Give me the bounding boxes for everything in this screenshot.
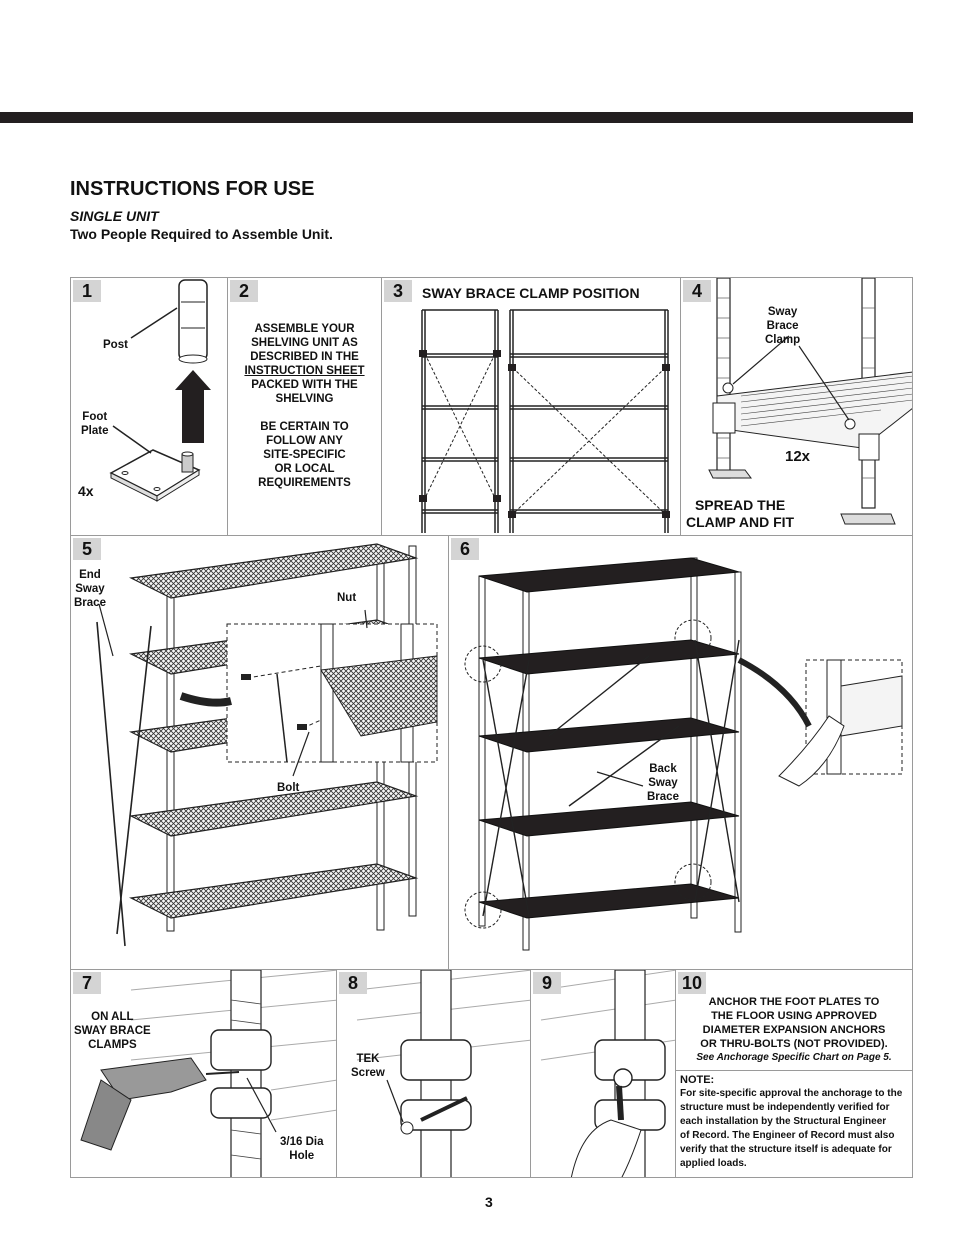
on-all-clamps-instruction: ON ALL SWAY BRACE CLAMPS: [74, 1011, 151, 1051]
clamp-quantity-label: 12x: [785, 448, 811, 465]
tek-screw-label: TEK Screw: [351, 1053, 385, 1079]
step-3-panel: [381, 277, 681, 536]
quantity-label: 4x: [78, 483, 94, 499]
step-number: 4: [683, 280, 711, 302]
clamp-position-diagram: [382, 278, 681, 536]
post-foot-plate-illustration: [71, 278, 228, 536]
site-specific-note: NOTE: For site-specific approval the anchorage to the structure must be independently verified for each installation by the Structural Engineer of Record. The Engineer of Record must also verify that the structure itself is adequate for applied loads.: [680, 1073, 912, 1171]
step-number: 6: [451, 538, 479, 560]
assembly-note: Two People Required to Assemble Unit.: [70, 226, 333, 242]
tighten-screw-illustration: [531, 970, 676, 1178]
note-title: NOTE:: [680, 1074, 715, 1086]
foot-plate-label: Foot Plate: [81, 411, 109, 437]
step-7-panel: [70, 969, 337, 1178]
spread-clamp-instruction: SPREAD THE CLAMP AND FIT: [686, 497, 795, 530]
anchor-instructions: ANCHOR THE FOOT PLATES TO THE FLOOR USING APPROVED DIAMETER EXPANSION ANCHORS OR THRU-BOLTS (NOT PROVIDED). See Anchorage Specific Chart on Page 5.: [676, 995, 912, 1065]
step-1-panel: [70, 277, 228, 536]
step-number: 5: [73, 538, 101, 560]
step-6-panel: [448, 535, 913, 971]
back-sway-brace-illustration: [449, 536, 913, 971]
end-sway-brace-illustration: [71, 536, 449, 971]
step-5-panel: [70, 535, 449, 971]
sway-brace-clamp-label: Sway Brace Clamp: [765, 306, 801, 346]
bolt-label: Bolt: [277, 782, 300, 794]
step-2-instructions: ASSEMBLE YOUR SHELVING UNIT AS DESCRIBED IN THE INSTRUCTION SHEET PACKED WITH THE SHELVING BE CERTAIN TO FOLLOW ANY SITE-SPECIFIC OR LOCAL REQUIREMENTS: [228, 322, 381, 490]
step-8-panel: [336, 969, 531, 1178]
page-number: 3: [485, 1194, 493, 1210]
step-number: 8: [339, 972, 367, 994]
step-2-panel: [227, 277, 382, 536]
step-number: 10: [678, 972, 706, 994]
nut-label: Nut: [337, 592, 357, 604]
sway-brace-clamp-position-title: SWAY BRACE CLAMP POSITION: [422, 285, 640, 301]
post-label: Post: [103, 339, 128, 351]
step-number: 3: [384, 280, 412, 302]
header-rule: [0, 112, 913, 123]
back-sway-brace-label: Back Sway Brace: [647, 763, 679, 803]
step-number: 2: [230, 280, 258, 302]
step-number: 9: [533, 972, 561, 994]
instruction-sheet-reference: INSTRUCTION SHEET: [244, 365, 365, 377]
step-9-panel: [530, 969, 676, 1178]
page-title: INSTRUCTIONS FOR USE: [70, 178, 315, 200]
step-number: 1: [73, 280, 101, 302]
step-number: 7: [73, 972, 101, 994]
step-4-panel: [680, 277, 913, 536]
anchorage-chart-reference: See Anchorage Specific Chart on Page 5.: [696, 1052, 892, 1063]
note-divider: [676, 1070, 913, 1071]
page-subtitle: SINGLE UNIT: [70, 208, 159, 224]
drill-hole-size-label: 3/16 Dia Hole: [280, 1136, 324, 1162]
end-sway-brace-label: End Sway Brace: [74, 569, 106, 609]
